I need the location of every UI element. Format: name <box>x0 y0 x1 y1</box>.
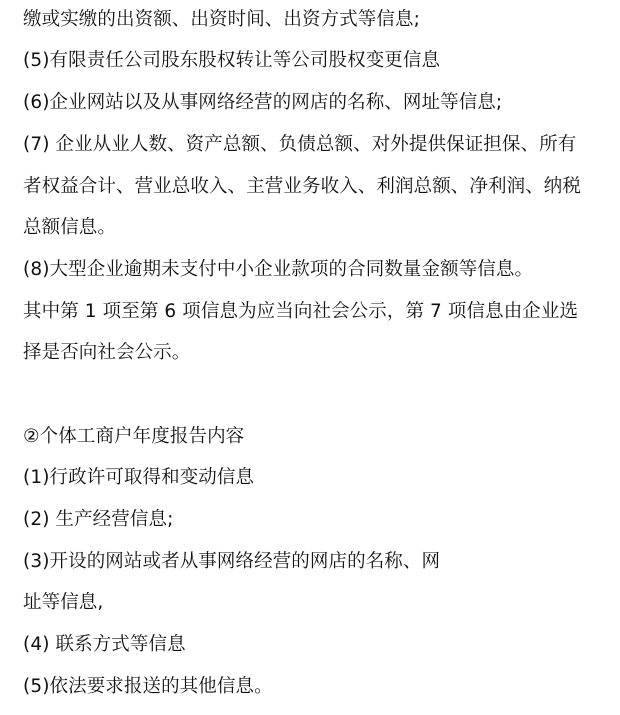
text-line-8: 其中第 1 项至第 6 项信息为应当向社会公示，第 7 项信息由企业选 <box>23 301 579 322</box>
text-line-13: (3)开设的网站或者从事网络经营的网店的名称、网 <box>23 551 441 572</box>
text-line-2: (5)有限责任公司股东股权转让等公司股权变更信息 <box>23 50 441 71</box>
text-line-5: 者权益合计、营业总收入、主营业务收入、利润总额、净利润、纳税 <box>23 176 582 197</box>
text-line-6: 总额信息。 <box>23 217 117 238</box>
text-line-3: (6)企业网站以及从事网络经营的网店的名称、网址等信息; <box>23 92 503 113</box>
text-line-4: (7) 企业从业人数、资产总额、负债总额、对外提供保证担保、所有 <box>23 134 577 155</box>
text-line-7: (8)大型企业逾期未支付中小企业款项的合同数量金额等信息。 <box>23 259 534 280</box>
text-line-1: 缴或实缴的出资额、出资时间、出资方式等信息; <box>23 9 420 30</box>
text-line-9: 择是否向社会公示。 <box>23 342 191 363</box>
text-line-11: (1)行政许可取得和变动信息 <box>23 467 255 488</box>
text-line-12: (2) 生产经营信息; <box>23 509 174 530</box>
text-line-14: 址等信息, <box>23 592 104 613</box>
text-line-15: (4) 联系方式等信息 <box>23 634 186 655</box>
text-line-16: (5)依法要求报送的其他信息。 <box>23 676 273 697</box>
section-heading: ②个体工商户年度报告内容 <box>23 426 245 447</box>
